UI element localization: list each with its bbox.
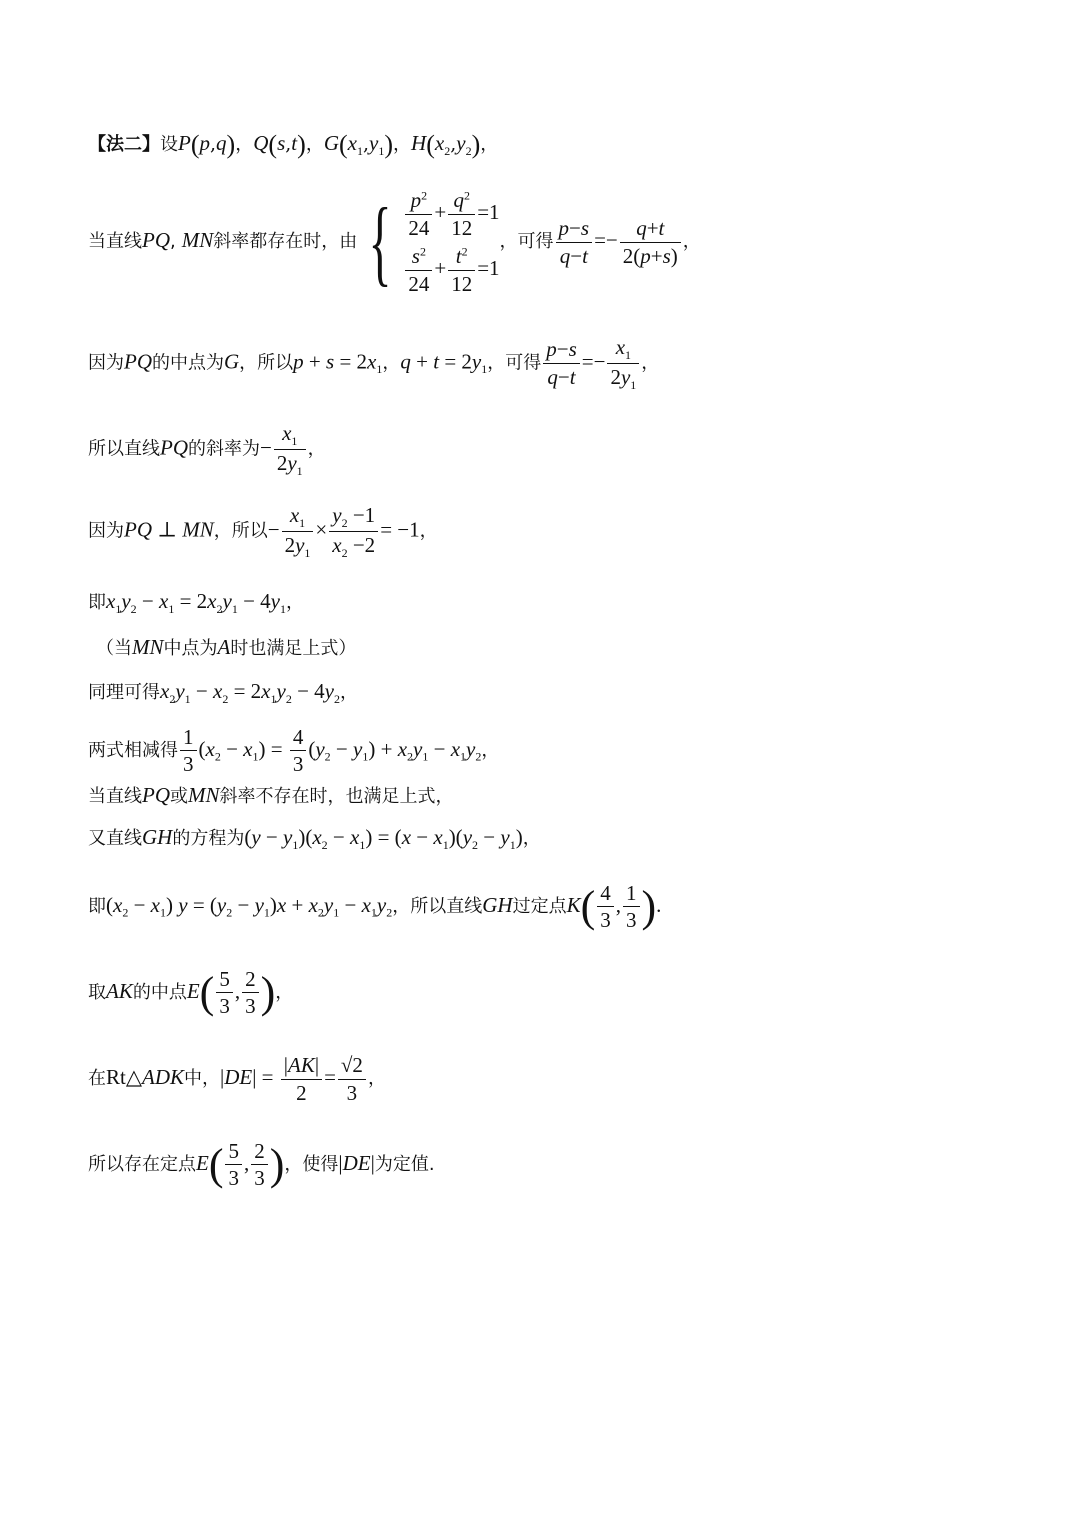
line-3: 因为PQ的中点为G，所以$p + s = 2x_1$，$q + t = 2y_1$，可得 $\frac{p-s}{q-t}$ =− $\frac{x_1}{2y_1}$ ， bbox=[88, 335, 660, 392]
line-1: 【法二】设P(p,q)，Q(s,t)，$G(x_1,y_1)$，$H(x_2,y_2)$， bbox=[88, 130, 499, 159]
line-5: 因为PQ ⊥ MN，所以− $\frac{x_1}{2y_1}$ × $\frac{y_2 -1}{x_2 -2}$ = −1， bbox=[88, 503, 438, 560]
line-8: 同理可得$x_2y_1 - x_2 = 2x_1y_2 - 4y_2$， bbox=[88, 679, 358, 706]
method-label: 【法二】 bbox=[88, 134, 160, 155]
line-7: （当MN中点为A时也满足上式） bbox=[96, 635, 357, 659]
line-2: 当直线PQ, MN斜率都存在时，由 { $\frac{p^2}{24}$ + $\frac{q^2}{12}$ =1 $\frac{s^2}{24}$ + $\frac{t^2}{12}$ =1 ，可得 $\frac{p-s}{q-t}$ =− $\frac{q+t}{2(p+s)}$ ， bbox=[88, 188, 701, 296]
line-13: 取AK的中点E( $\frac{5}{3}$ , $\frac{2}{3}$ )， bbox=[88, 967, 294, 1019]
line-14: 在Rt△ADK中，|DE| = $\frac{|AK|}{2}$ = $\frac{√2}{3}$ ， bbox=[88, 1053, 386, 1105]
line-4: 所以直线PQ的斜率为− $\frac{x_1}{2y_1}$ ， bbox=[88, 421, 326, 478]
line-10: 当直线PQ或MN斜率不存在时，也满足上式， bbox=[88, 783, 454, 807]
line-9: 两式相减得 $\frac{1}{3}$ $(x_2 - x_1)$ = $\frac{4}{3}$ $(y_2 - y_1) + x_2y_1 - x_1y_2$， bbox=[88, 725, 500, 777]
line-12: 即$(x_2 - x_1) y = (y_2 - y_1)x + x_2y_1 - x_1y_2$，所以直线GH过定点K( $\frac{4}{3}$ , $\frac{1}{3}$ ). bbox=[88, 881, 662, 933]
line-15: 所以存在定点E( $\frac{5}{3}$ , $\frac{2}{3}$ )，使得|DE|为定值. bbox=[88, 1139, 435, 1191]
line-11: 又直线GH的方程为$(y - y_1)(x_2 - x_1) = (x - x_1)(y_2 - y_1)$， bbox=[88, 825, 541, 852]
line-6: 即$x_1y_2 - x_1 = 2x_2y_1 - 4y_1$， bbox=[88, 589, 304, 616]
